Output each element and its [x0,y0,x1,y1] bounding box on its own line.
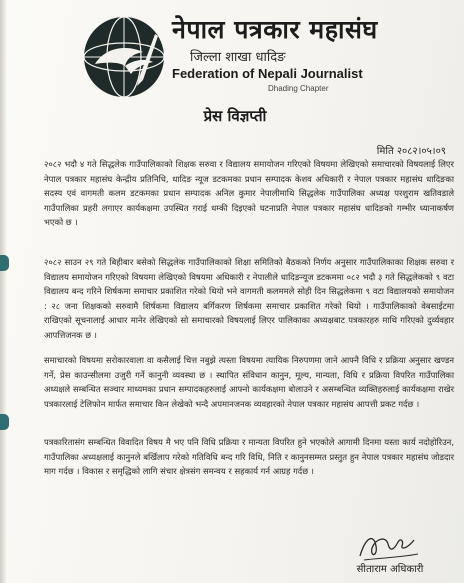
org-name-english: Federation of Nepali Journalist [172,66,363,81]
page-fold-shadow [0,0,6,583]
binder-clip [0,255,9,271]
org-name-nepali: नेपाल पत्रकार महासंघ [172,15,378,44]
body-paragraph: २०८२ साउन २९ गते बिहीबार बसेको सिद्धलेक गाउँपालिकाको शिक्षा समितिको बैठकको निर्णय अनुसार गाउँपालिकाका शिक्षक सरुवा र विद्यालय समायोजन गरिएको विषयमा लेखिएको विषयमा अधिकारी र नेपालीले धादिङन्यूज डटकममा ०८२ भदौ ३ गते सिद्धलेकको ९ वटा विद्यालय बन्द गरिने शिर्षकमा समाचार प्रकाशित गरेको थियो भने वागमती कलममले सोही दिन सिद्धलेकमा ९ वटा विद्यालयको समायोजन : २८ जना शिक्षकको सरुवामै शिर्षकमा विद्यालय बर्गिकरण शिर्षकमा समाचार प्रकाशित गरेको थियो । गाउँपालिकाको वेबसाईटमा राखिएको सूचनालाई आधार मानेर लेखिएको सो समाचारको विषयलाई लिएर पालिकाका अध्यक्षबाट पत्रकारहरु माथि गरिएको दुर्व्यवहार आपत्तिजनक छ । [44,257,454,340]
signatory-name: सीताराम अधिकारी [356,564,424,575]
document-title: प्रेस विज्ञप्ती [203,107,267,125]
body-paragraph: पत्रकारितासंग सम्बन्धित विवादित विषय मै भए पनि विधि प्रक्रिया र मान्यता विपरित हुने भएकोले आगामी दिनमा यस्ता कार्य नदोहोरिउन, गाउँपालिका अध्यक्षलाई कानुनले बर्खिलाप गरेको गतिविधि बन्द गरि विधि, निति र कानुनसम्मत प्रस्तुत हुन नेपाल पत्रकार महासंघ जोडदार माग गर्दछ । विकास र समृद्धिको लागि संचार क्षेत्रसंग समन्वय र सहकार्य गर्न आग्रह गर्दछ । [44,437,454,477]
chapter-name-nepali: जिल्ला शाखा धादिङ [190,50,286,65]
document-date: मिति २०८२।०५।०९ [376,146,446,157]
chapter-name-english: Dhading Chapter [268,84,329,93]
binder-clip [0,414,9,430]
body-paragraph: २०८२ भदौ ४ गते सिद्धलेक गाउँपालिकाको शिक्षक सरुवा र विद्यालय समायोजन गरिएको विषयमा लेखिएको समाचारको विषयलाई लिएर नेपाल पत्रकार महासंघ केन्द्रीय प्रतिनिधि, धादिङ न्यूज डटकमका प्रधान सम्पादक केशव अधिकारी र नेपाल पत्रकार महासंघ धादिङका सदस्य एवं वागमती कलम डटकमका प्रधान सम्पादक अनिल कुमार नेपालीमाथि सिद्धलेक गाउँपालिका अध्यक्ष परशुराम खतिवडाले गाउँपालिका प्रहरी लगाएर कार्यकक्षमा उपस्थित गराई धम्की दिइएको घटनाप्रति नेपाल पत्रकार महासंघ धादिङको गम्भीर ध्यानाकर्षण भएको छ । [44,159,454,228]
federation-logo-icon [81,14,167,100]
body-paragraph: समाचारको विषयमा सरोकारवाला वा कसैलाई चित्त नबुझे त्यस्ता विषयमा त्यायिक निरुपणमा जाने आफ्नै विधि र प्रक्रिया अनुसार खण्डन गर्ने, प्रेस काउन्सीलमा उजुरी गर्ने कानुनी व्यवस्था छ । स्थापित संविधान कानुन, मूल्य, मान्यता, विधि र प्रक्रिया विपरित गाउँपालिका अध्यक्षले सम्बन्धित सञ्चार माध्यमका प्रधान सम्पादकहरुलाई आफ्नो कार्यकक्षमा बोलाउने र असम्बन्धित व्यक्तिहरुलाई कार्यकक्षमा राखेर पत्रकारलाई टेलिफोन मार्फत समाचार किन लेखेको भन्दै अपमानजनक व्यवहारको नेपाल पत्रकार महासंघ आपत्ती प्रकट गर्दछ । [44,355,454,409]
